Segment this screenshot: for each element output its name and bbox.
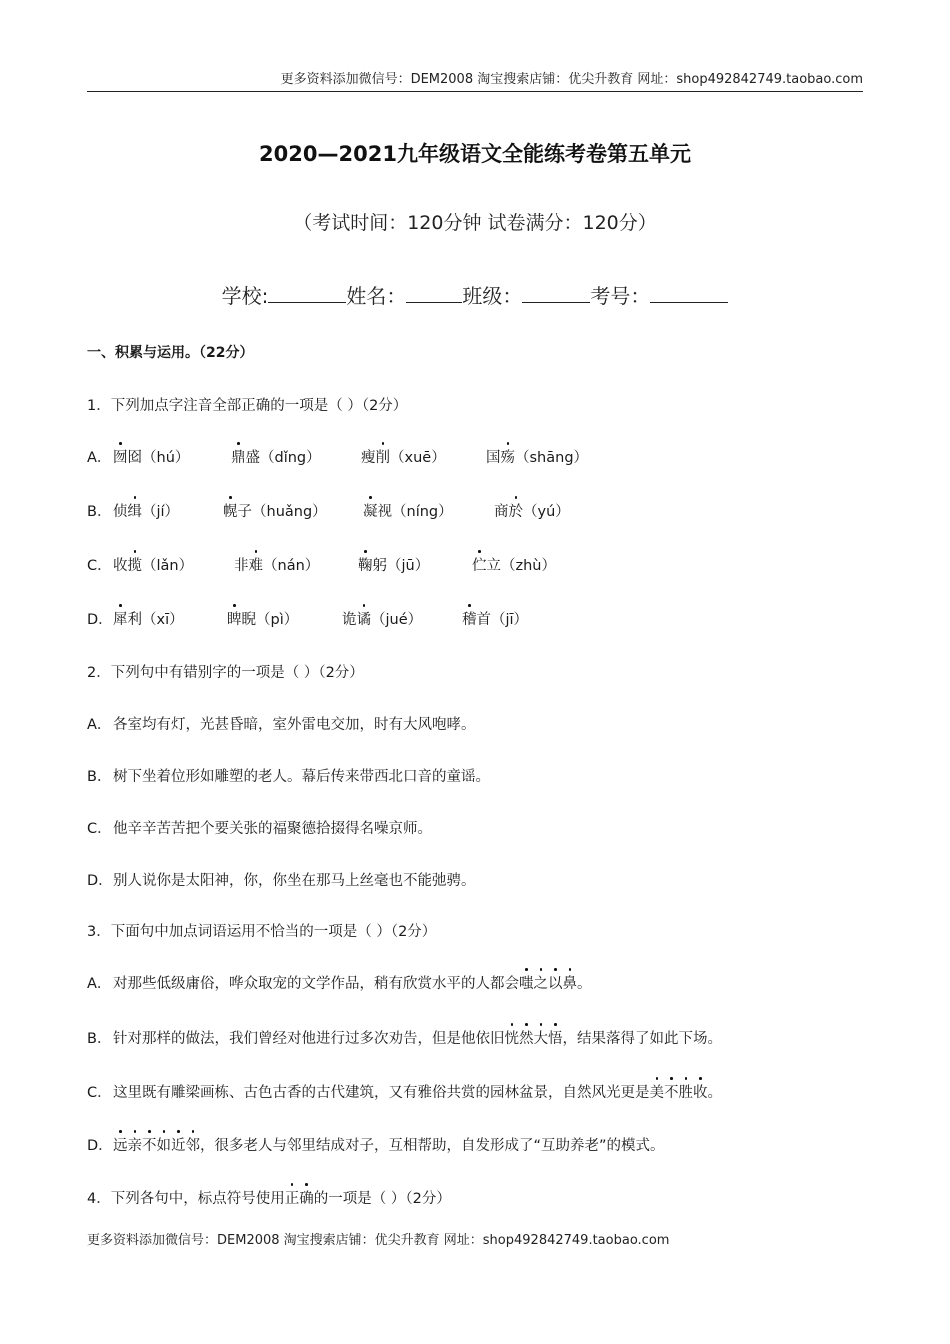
emphasis-char: 不 — [664, 1081, 679, 1102]
school-blank[interactable] — [268, 284, 346, 303]
emphasis-char: 恍 — [505, 1027, 520, 1048]
option-item: 商於（yú） — [494, 500, 570, 521]
question-2-option-b: B． 树下坐着位形如雕塑的老人。幕后传来带西北口音的童谣。 — [87, 769, 490, 785]
emphasis-char: 近 — [171, 1134, 186, 1155]
class-blank[interactable] — [522, 284, 590, 303]
option-item: 囫囵（hú） — [113, 446, 189, 467]
emphasis-char: 远 — [113, 1134, 128, 1155]
emphasis-char: 美 — [650, 1081, 665, 1102]
option-item: 伫立（zhù） — [472, 554, 556, 575]
option-item: 收揽（lǎn） — [113, 554, 193, 575]
emphasis-char: 正 — [285, 1187, 300, 1208]
student-info-line — [0, 280, 950, 309]
question-1-option-c — [87, 554, 647, 578]
emphasis-char: 鼻 — [563, 972, 578, 993]
option-label: C． — [87, 558, 112, 574]
page-header — [87, 68, 863, 92]
question-4-stem: 4．下列各句中，标点符号使用正确的一项是（ ）（2分） — [87, 1187, 451, 1208]
section-heading: 一、积累与运用。（22分） — [87, 345, 254, 361]
option-item: 侦缉（jí） — [113, 500, 179, 521]
emphasis-char: 邻 — [186, 1134, 201, 1155]
exam-info-subtitle: （考试时间：120分钟 试卷满分：120分） — [293, 212, 657, 234]
option-item: 鼎盛（dǐng） — [231, 446, 321, 467]
emphasis-char: 确 — [299, 1187, 314, 1208]
dotted-phrase — [285, 1191, 314, 1207]
school-label: 学校: — [221, 284, 269, 308]
emphasis-char: 之 — [534, 972, 549, 993]
dotted-phrase — [519, 976, 577, 992]
option-item: 瘦削（xuē） — [361, 446, 446, 467]
option-item: 国殇（shāng） — [486, 446, 588, 467]
emphasis-char: 然 — [519, 1027, 534, 1048]
question-2-stem: 2．下列句中有错别字的一项是（ ）（2分） — [87, 665, 364, 681]
emphasis-char: 大 — [534, 1027, 549, 1048]
emphasis-char: 如 — [157, 1134, 172, 1155]
emphasis-char: 胜 — [679, 1081, 694, 1102]
number-label: 考号： — [590, 284, 651, 308]
question-1-stem: 1．下列加点字注音全部正确的一项是（ ）（2分） — [87, 398, 408, 414]
question-2-option-c: C．他辛辛苦苦把个要关张的福聚德拾掇得名噪京师。 — [87, 821, 432, 837]
question-3-option-d: D．远亲不如近邻，很多老人与邻里结成对子，互相帮助，自发形成了“互助养老”的模式。 — [87, 1134, 665, 1155]
option-label: D． — [87, 612, 113, 628]
question-2-option-d: D．别人说你是太阳神，你，你坐在那马上丝毫也不能弛骋。 — [87, 873, 476, 889]
dotted-phrase — [650, 1085, 708, 1101]
option-item: 诡谲（jué） — [342, 608, 422, 629]
emphasis-char: 嗤 — [519, 972, 534, 993]
option-item: 鞠躬（jū） — [358, 554, 429, 575]
class-label: 班级： — [462, 284, 523, 308]
page-footer: 更多资料添加微信号：DEM2008 淘宝搜索店铺：优尖升教育 网址：shop492842749.taobao.com — [87, 1233, 670, 1248]
option-item: 凝视（níng） — [363, 500, 453, 521]
question-2-option-a: A． 各室均有灯，光甚昏暗，室外雷电交加，时有大风咆哮。 — [87, 717, 476, 733]
option-item: 睥睨（pì） — [227, 608, 298, 629]
question-3-option-c: C．这里既有雕梁画栋、古色古香的古代建筑，又有雅俗共赏的园林盆景，自然风光更是美不胜收。 — [87, 1081, 722, 1102]
name-label: 姓名： — [346, 284, 407, 308]
emphasis-char: 不 — [142, 1134, 157, 1155]
page-title: 2020—2021九年级语文全能练考卷第五单元 — [259, 142, 691, 166]
question-1-option-a — [87, 446, 647, 470]
emphasis-char: 以 — [548, 972, 563, 993]
option-item: 幌子（huǎng） — [223, 500, 327, 521]
emphasis-char: 亲 — [128, 1134, 143, 1155]
option-label: A． — [87, 450, 112, 466]
dotted-phrase — [505, 1031, 563, 1047]
emphasis-char: 悟 — [548, 1027, 563, 1048]
question-1-option-b — [87, 500, 647, 524]
option-item: 非难（nán） — [234, 554, 319, 575]
question-3-option-a: A． 对那些低级庸俗，哗众取宠的文学作品，稍有欣赏水平的人都会嗤之以鼻。 — [87, 972, 592, 993]
option-label: B． — [87, 504, 112, 520]
emphasis-char: 收 — [693, 1081, 708, 1102]
option-item: 犀利（xī） — [113, 608, 184, 629]
number-blank[interactable] — [650, 284, 728, 303]
header-text: 更多资料添加微信号：DEM2008 淘宝搜索店铺：优尖升教育 网址：shop492842749.taobao.com — [280, 72, 863, 87]
name-blank[interactable] — [406, 284, 462, 303]
option-item: 稽首（jī） — [462, 608, 528, 629]
question-1-option-d — [87, 608, 647, 632]
question-3-option-b: B． 针对那样的做法，我们曾经对他进行过多次劝告，但是他依旧恍然大悟，结果落得了如此下场。 — [87, 1027, 722, 1048]
dotted-phrase — [113, 1138, 200, 1154]
question-3-stem: 3．下面句中加点词语运用不恰当的一项是（ ）（2分） — [87, 924, 437, 940]
